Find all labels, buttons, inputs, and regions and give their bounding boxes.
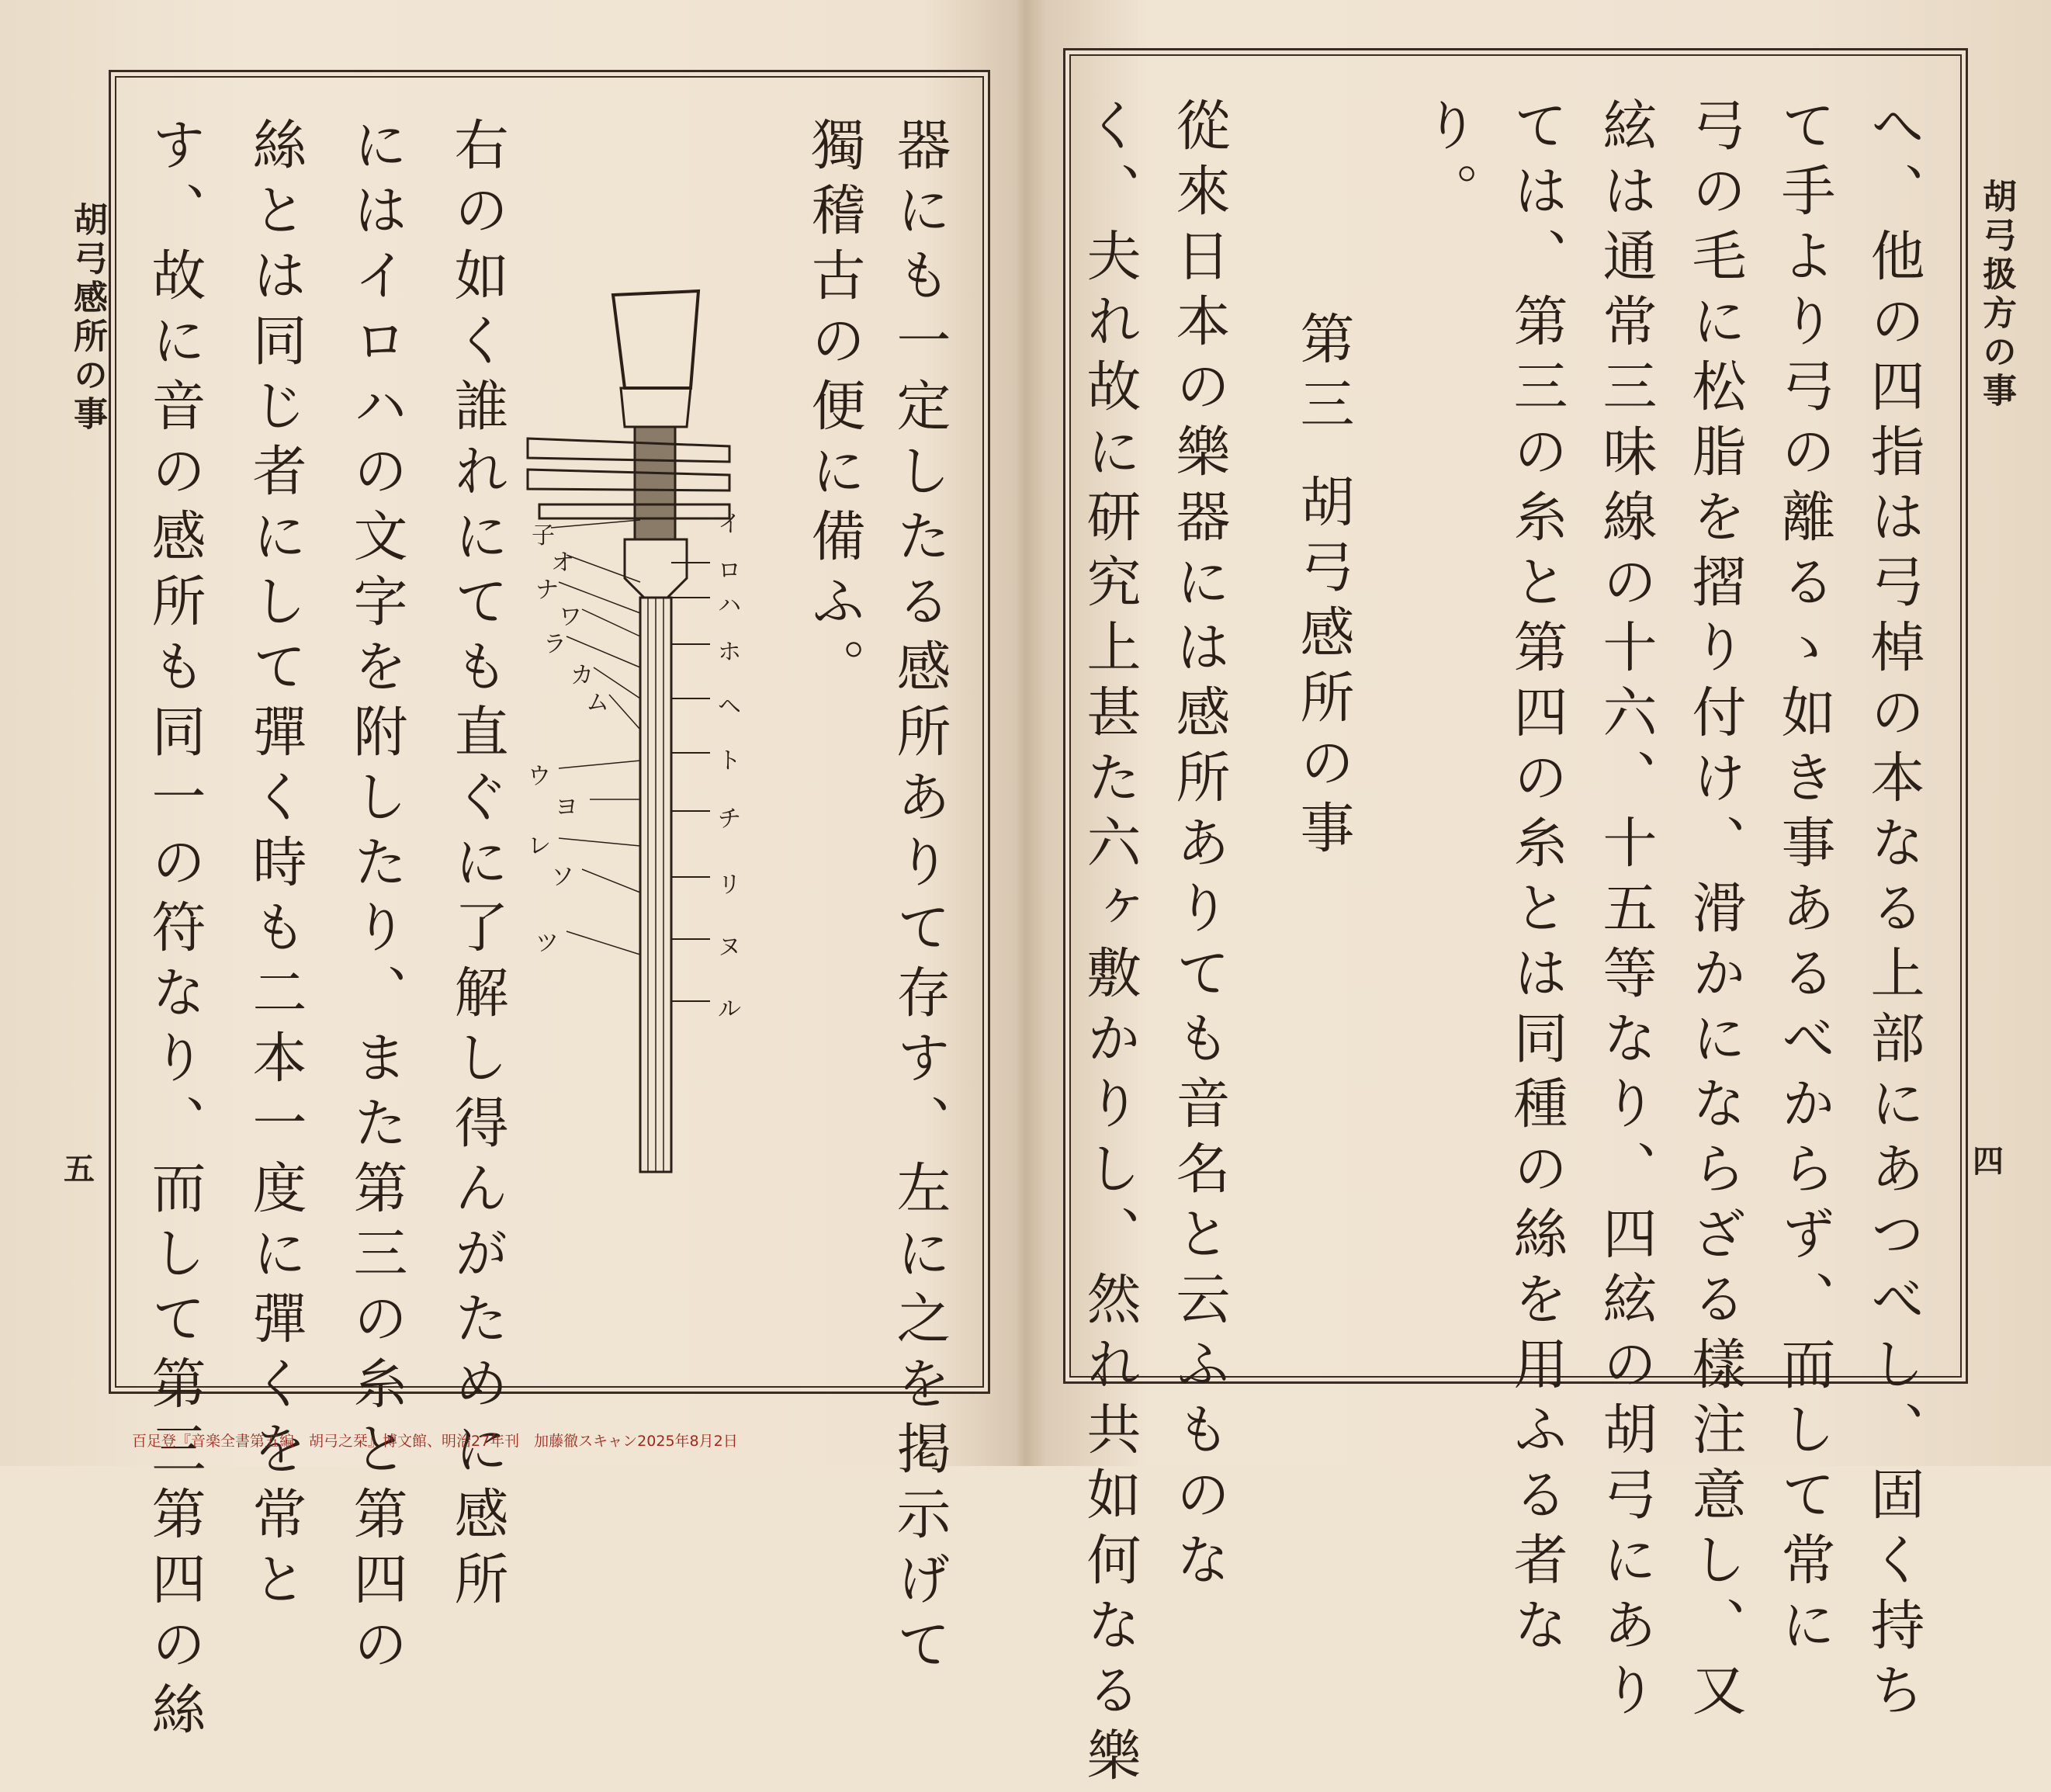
- diagram-label-ha: ハ: [718, 592, 741, 619]
- diagram-label-ka: カ: [570, 662, 594, 689]
- diagram-label-u: ウ: [528, 763, 551, 790]
- right-text-column-2: て手より弓の離るゝ如き事あるべからず、而して常に: [1772, 97, 1836, 1662]
- left-running-head: 胡弓感所の事: [68, 202, 107, 435]
- diagram-label-re: レ: [528, 833, 551, 860]
- left-text-column-4: にはイロハの文字を附したり、また第三の糸と第四の: [345, 116, 408, 1681]
- diagram-label-tsu: ツ: [535, 930, 559, 957]
- diagram-label-so: ソ: [551, 864, 574, 891]
- left-text-column-6: す、故に音の感所も同一の符なり、而して第三第四の絲: [143, 116, 206, 1746]
- section-number: 第三: [1291, 310, 1355, 441]
- diagram-label-ri: リ: [718, 872, 741, 899]
- diagram-label-nu: ヌ: [718, 934, 741, 961]
- right-text-column-1: へ、他の四指は弓棹の本なる上部にあつべし、固く持ち: [1862, 97, 1925, 1727]
- right-section-column-2: く、夫れ故に研究上甚た六ヶ敷かりし、然れ共如何なる樂: [1078, 97, 1142, 1792]
- right-text-column-6: り。: [1415, 97, 1479, 227]
- left-text-column-5: 絲とは同じ者にして彈く時も二本一度に彈くを常と: [244, 116, 307, 1616]
- diagram-label-wa: ワ: [559, 604, 582, 631]
- left-text-column-1: 器にも一定したる感所ありて存す、左に之を掲示げて: [888, 116, 951, 1681]
- right-page: [1024, 0, 2051, 1792]
- diagram-label-chi: チ: [718, 806, 741, 833]
- section-title: 胡弓感所の事: [1291, 473, 1355, 865]
- right-running-head: 胡弓扱方の事: [1977, 179, 2016, 411]
- diagram-label-ra: ラ: [543, 631, 566, 658]
- diagram-label-na: ナ: [535, 577, 559, 604]
- right-folio: 四: [1973, 1143, 2004, 1180]
- diagram-label-o: オ: [551, 549, 574, 577]
- scan-caption: 百足登『音楽全書第五編 胡弓之栞』博文館、明治27年刊 加藤徹スキャン2025年8月2日: [132, 1433, 738, 1450]
- diagram-label-ro: ロ: [718, 557, 741, 584]
- diagram-label-to: ト: [718, 747, 741, 775]
- diagram-label-ne: 子: [532, 522, 555, 549]
- right-text-column-4: 絃は通常三味線の十六、十五等なり、四絃の胡弓にあり: [1594, 97, 1658, 1727]
- diagram-label-ho: ホ: [718, 639, 741, 666]
- left-page: [0, 0, 1024, 1746]
- left-text-column-2: 獨稽古の便に備ふ。: [802, 116, 866, 703]
- left-text-column-3: 右の如く誰れにても直ぐに了解し得んがために感所: [445, 116, 509, 1616]
- right-text-column-3: 弓の毛に松脂を摺り付け、滑かにならざる樣注意し、又: [1683, 97, 1747, 1727]
- diagram-label-i: イ: [718, 511, 741, 538]
- diagram-label-yo: ヨ: [555, 794, 578, 821]
- kokyu-fingerboard-diagram: [497, 272, 792, 1187]
- left-folio: 五: [64, 1151, 95, 1187]
- diagram-label-mu: ム: [586, 689, 609, 716]
- diagram-label-ru: ル: [718, 996, 741, 1023]
- right-text-column-5: ては、第三の糸と第四の糸とは同種の絲を用ふる者な: [1505, 97, 1568, 1662]
- right-section-column-1: 從來日本の樂器には感所ありても音名と云ふものな: [1167, 97, 1231, 1596]
- diagram-label-he: ヘ: [718, 693, 741, 720]
